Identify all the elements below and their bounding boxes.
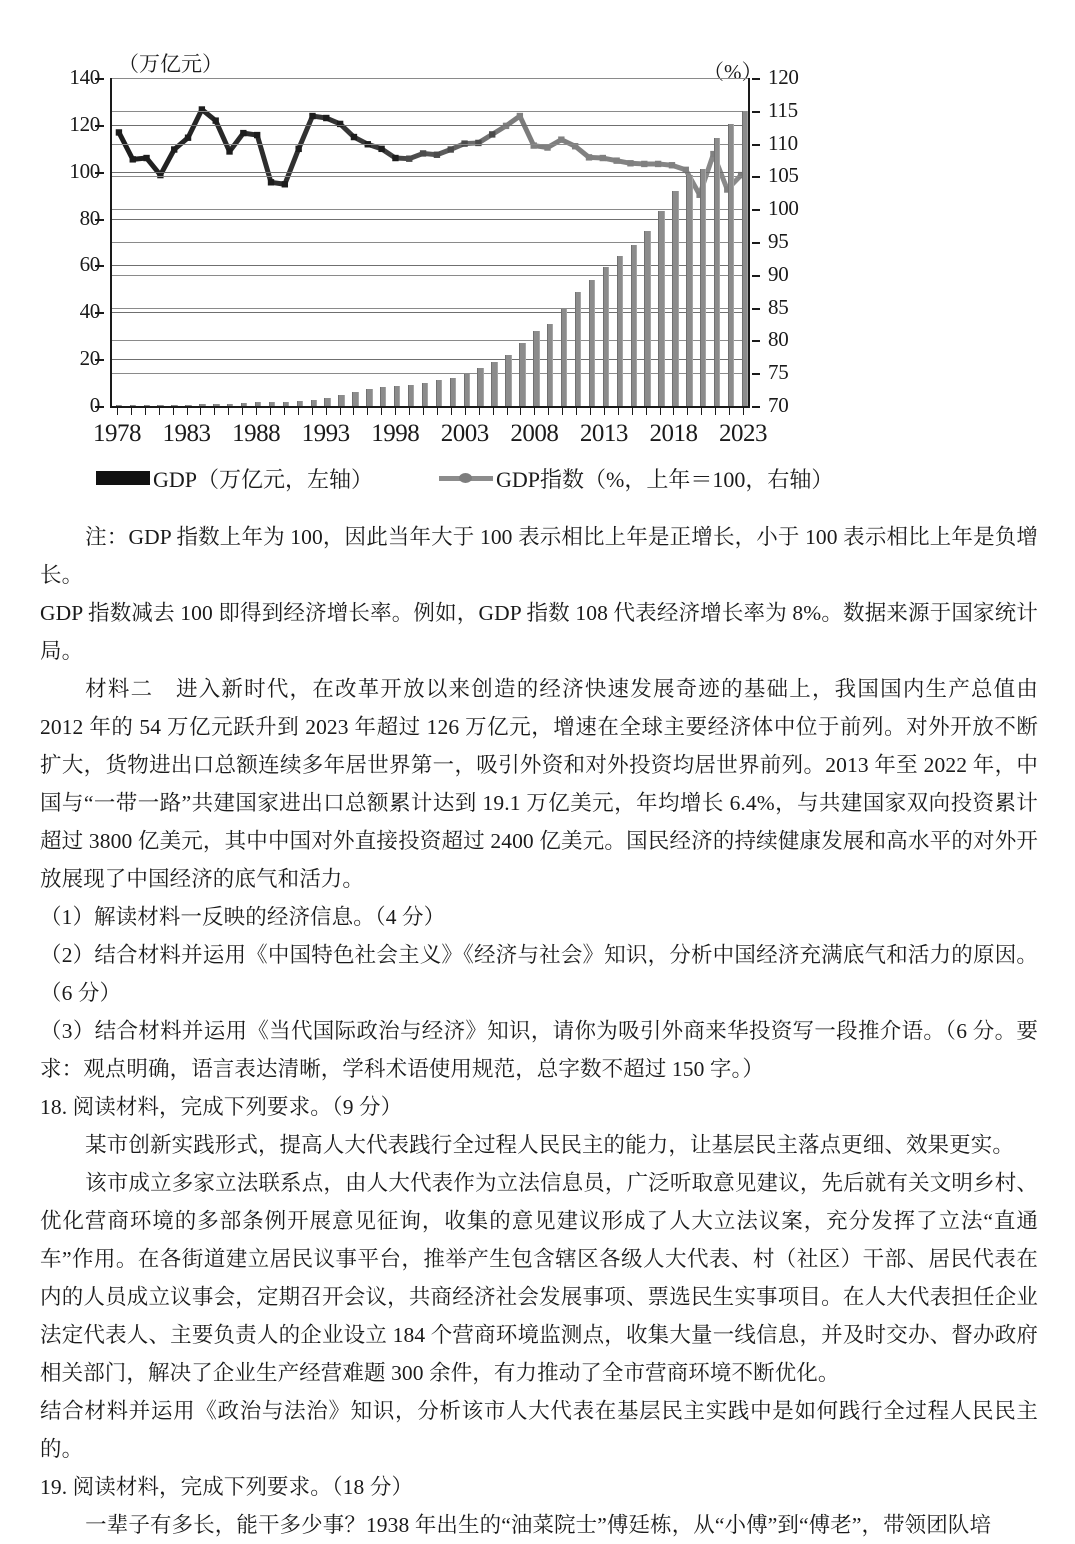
x-tick-mark [367,406,368,415]
gridline-right [112,373,748,374]
x-tick-mark [743,406,744,415]
gdp-index-marker [489,131,495,137]
gdp-index-marker [282,181,288,187]
gdp-bar [589,280,595,406]
left-y-tick-label: 140 [69,65,100,89]
gdp-index-marker [185,135,191,141]
gdp-index-marker [309,113,315,119]
left-y-axis [48,62,104,422]
gridline-right [112,144,748,145]
right-y-axis [762,62,822,422]
gdp-bar [644,231,650,406]
x-tick-mark [493,406,494,415]
gridline-left [112,125,748,126]
gdp-index-marker [600,155,606,161]
gridline-right [112,308,748,309]
item-19-paragraph-1: 一辈子有多长，能干多少事？1938 年出生的“油菜院士”傅廷栋，从“小傅”到“傅老”，带领团队培 [85,1513,992,1537]
right-y-tick-mark [752,373,760,375]
gdp-index-marker [434,152,440,158]
gdp-index-marker [295,146,301,152]
x-tick-mark [479,406,480,415]
gridline-right [112,176,748,177]
plot-inner [112,78,748,406]
x-tick-mark [701,406,702,415]
document-body [40,518,1038,1544]
gdp-index-marker [627,160,633,166]
right-y-tick-mark [752,144,760,146]
right-y-tick-label: 85 [768,294,789,319]
left-y-tick-mark [95,406,104,408]
right-y-tick-label: 95 [768,229,789,253]
gdp-bar [394,386,400,406]
left-y-tick-label: 60 [79,252,100,277]
chart-note-line1: 注：GDP 指数上年为 100，因此当年大于 100 表示相比上年是正增长，小于 100 表示相比上年是负增长。 [40,525,1038,587]
left-y-tick-mark [95,125,104,127]
x-tick-mark [590,406,591,415]
gdp-index-marker [613,157,619,163]
gdp-bar [324,398,330,406]
gridline-left [112,172,748,173]
gdp-index-marker [641,161,647,167]
gridline-right [112,209,748,210]
left-y-tick-mark [95,219,104,221]
x-tick-mark [228,406,229,415]
question-17-1: （1）解读材料一反映的经济信息。（4 分） [40,905,446,929]
right-y-tick-label: 80 [768,327,789,352]
x-tick-mark [604,406,605,415]
gdp-index-marker [586,154,592,160]
left-y-tick-mark [95,312,104,314]
x-tick-label: 1983 [162,420,211,447]
x-tick-mark [173,406,174,415]
gdp-bar [436,380,442,406]
plot-area [110,78,750,406]
right-y-tick-mark [752,308,760,310]
gdp-index-marker [130,156,136,162]
gdp-index-marker [213,117,219,123]
right-y-tick-mark [752,209,760,211]
gridline-right [112,78,748,79]
x-tick-mark [381,406,382,415]
x-tick-mark [256,406,257,415]
item-18-heading: 18. 阅读材料，完成下列要求。（9 分） [40,1095,403,1119]
gdp-index-marker [517,113,523,119]
gdp-bar [728,124,734,406]
gdp-bar [603,267,609,406]
gdp-bar [617,256,623,406]
x-tick-mark [131,406,132,415]
gdp-index-marker [558,136,564,142]
gdp-bar [561,309,567,406]
gdp-index-marker [503,123,509,129]
line-swatch-icon [439,471,493,485]
x-tick-mark [312,406,313,415]
gdp-chart [0,0,1075,500]
legend-label-gdp-index: GDP指数（%，上年＝100，右轴） [496,466,834,492]
right-y-tick-label: 70 [768,393,789,417]
gdp-bar [422,383,428,406]
gdp-bar [491,362,497,406]
gridline-left [112,219,748,220]
gdp-index-marker [655,161,661,167]
x-tick-label: 2013 [579,420,628,447]
x-tick-mark [437,406,438,415]
gdp-index-marker [392,155,398,161]
gridline-right [112,111,748,112]
x-tick-mark [423,406,424,415]
right-y-tick-label: 75 [768,360,789,385]
gdp-bar [352,392,358,406]
gdp-bar [380,387,386,406]
x-tick-mark [242,406,243,415]
gdp-bar [686,175,692,406]
x-tick-mark [145,406,146,415]
x-tick-mark [465,406,466,415]
x-tick-mark [340,406,341,415]
left-y-tick-mark [95,78,104,80]
bar-swatch-icon [96,471,150,485]
x-tick-mark [673,406,674,415]
question-17-2: （2）结合材料并运用《中国特色社会主义》《经济与社会》知识，分析中国经济充满底气和活力的原因。（6 分） [40,943,1038,1005]
gdp-bar [338,395,344,406]
gdp-bar [366,389,372,406]
gdp-index-marker [448,146,454,152]
x-tick-mark [298,406,299,415]
gdp-index-marker [171,146,177,152]
gdp-index-marker [669,162,675,168]
right-y-tick-label: 120 [768,65,799,89]
x-tick-mark [646,406,647,415]
x-tick-mark [507,406,508,415]
gridline-right [112,242,748,243]
right-y-tick-label: 90 [768,261,789,286]
left-y-tick-mark [95,172,104,174]
left-y-tick-mark [95,359,104,361]
x-tick-mark [632,406,633,415]
x-tick-label: 2018 [649,420,698,447]
right-y-tick-mark [752,275,760,277]
x-tick-mark [409,406,410,415]
x-tick-label: 1988 [232,420,281,447]
x-tick-mark [353,406,354,415]
x-tick-mark [159,406,160,415]
x-tick-label: 1978 [92,420,141,447]
material-two-paragraph: 材料二 进入新时代，在改革开放以来创造的经济快速发展奇迹的基础上，我国国内生产总值由 2012 年的 54 万亿元跃升到 2023 年超过 126 万亿元，增速在全球主要经济体中位于前列。对外开放不断扩大，货物进出口总额连续多年居世界第一，吸引外资和对外投资均居世界前列。2013 年至 2022 年，中国与“一带一路”共建国家进出口总额累计达到 19.1 万亿美元，年均增长 6.4%，与共建国家双向投资累计超过 3800 亿美元，其中中国对外直接投资超过 2400 亿美元。国民经济的持续健康发展和高水平的对外开放展现了中国经济的底气和活力。 [40,677,1038,891]
x-tick-mark [117,406,118,415]
gdp-bar [575,292,581,406]
right-y-tick-mark [752,78,760,80]
item-18-paragraph-1: 某市创新实践形式，提高人大代表践行全过程人民民主的能力，让基层民主落点更细、效果更实。 [85,1133,1014,1157]
right-y-tick-label: 100 [768,196,799,221]
x-tick-mark [200,406,201,415]
right-y-tick-mark [752,406,760,408]
x-tick-label: 1998 [371,420,420,447]
right-y-tick-mark [752,340,760,342]
left-y-tick-label: 20 [79,346,100,371]
x-tick-label: 2023 [719,420,768,447]
x-tick-mark [270,406,271,415]
x-tick-mark [395,406,396,415]
gdp-bar [547,324,553,406]
gdp-bar [519,343,525,406]
gdp-bar [477,368,483,406]
item-18-paragraph-2: 该市成立多家立法联系点，由人大代表作为立法信息员，广泛听取意见建议，先后就有关文明乡村、优化营商环境的多部条例开展意见征询，收集的意见建议形成了人大立法议案，充分发挥了立法“直通车”作用。在各街道建立居民议事平台，推举产生包含辖区各级人大代表、村（社区）干部、居民代表在内的人员成立议事会，定期召开会议，共商经济社会发展事项、票选民生实事项目。在人大代表担任企业法定代表人、主要负责人的企业设立 184 个营商环境监测点，收集大量一线信息，并及时交办、督办政府相关部门，解决了企业生产经营难题 300 余件，有力推动了全市营商环境不断优化。 [40,1171,1038,1385]
x-tick-mark [576,406,577,415]
right-y-tick-label: 115 [768,97,798,122]
gdp-bar [505,355,511,406]
x-tick-mark [548,406,549,415]
gdp-index-marker [420,150,426,156]
gridline-left [112,265,748,266]
gdp-bar [408,385,414,406]
gridline-left [112,359,748,360]
x-tick-mark [451,406,452,415]
gdp-index-marker [226,148,232,154]
item-18-question: 结合材料并运用《政治与法治》知识，分析该市人大代表在基层民主实践中是如何践行全过程人民民主的。 [40,1399,1038,1461]
gridline-left [112,312,748,313]
x-tick-mark [562,406,563,415]
left-y-tick-mark [95,265,104,267]
x-tick-mark [729,406,730,415]
right-y-tick-label: 110 [768,130,798,155]
right-y-tick-mark [752,242,760,244]
x-axis-line [110,406,750,408]
chart-note-line2: GDP 指数减去 100 即得到经济增长率。例如，GDP 指数 108 代表经济增长率为 8%。数据来源于国家统计局。 [40,601,1038,663]
gdp-bar [631,245,637,406]
right-y-tick-mark [752,111,760,113]
legend-label-gdp: GDP（万亿元，左轴） [153,466,374,492]
right-y-tick-mark [752,176,760,178]
gdp-index-marker [254,132,260,138]
gdp-index-path [119,109,741,194]
x-tick-mark [187,406,188,415]
left-y-tick-label: 100 [69,158,100,183]
gdp-index-marker [143,155,149,161]
gdp-bar [450,378,456,407]
right-y-tick-label: 105 [768,163,799,188]
x-tick-mark [214,406,215,415]
gridline-right [112,275,748,276]
gdp-index-marker [378,146,384,152]
gdp-bar [742,111,748,406]
gdp-bar [464,374,470,406]
gdp-index-marker [240,130,246,136]
left-y-tick-label: 40 [79,299,100,324]
x-tick-mark [326,406,327,415]
gdp-bar [714,138,720,406]
x-tick-label: 2003 [440,420,489,447]
x-tick-mark [715,406,716,415]
left-y-tick-label: 80 [79,205,100,230]
gdp-index-marker [406,155,412,161]
x-tick-mark [660,406,661,415]
left-y-tick-label: 120 [69,111,100,136]
gridline-right [112,340,748,341]
gdp-index-marker [323,115,329,121]
gdp-bar [658,211,664,406]
legend-item-gdp-index [439,463,833,494]
gdp-bar [700,169,706,406]
x-tick-mark [284,406,285,415]
legend-item-gdp [96,463,373,494]
x-tick-mark [534,406,535,415]
gdp-index-marker [351,134,357,140]
gdp-index-marker [544,144,550,150]
gdp-bar [533,331,539,406]
item-19-heading: 19. 阅读材料，完成下列要求。（18 分） [40,1475,414,1499]
x-tick-mark [618,406,619,415]
gdp-index-marker [268,179,274,185]
question-17-3: （3）结合材料并运用《当代国际政治与经济》知识，请你为吸引外商来华投资写一段推介语。（6 分。要求：观点明确，语言表达清晰，学科术语使用规范，总字数不超过 150 字。） [40,1019,1038,1081]
chart-legend [96,460,834,496]
x-tick-label: 2008 [510,420,559,447]
left-y-tick-label: 0 [89,393,100,417]
right-axis-unit-label: （%） [703,60,763,84]
left-axis-unit-label: （万亿元） [118,52,223,76]
gdp-index-marker [116,129,122,135]
gdp-bar [672,191,678,406]
x-tick-mark [687,406,688,415]
x-tick-mark [520,406,521,415]
x-tick-label: 1993 [301,420,350,447]
